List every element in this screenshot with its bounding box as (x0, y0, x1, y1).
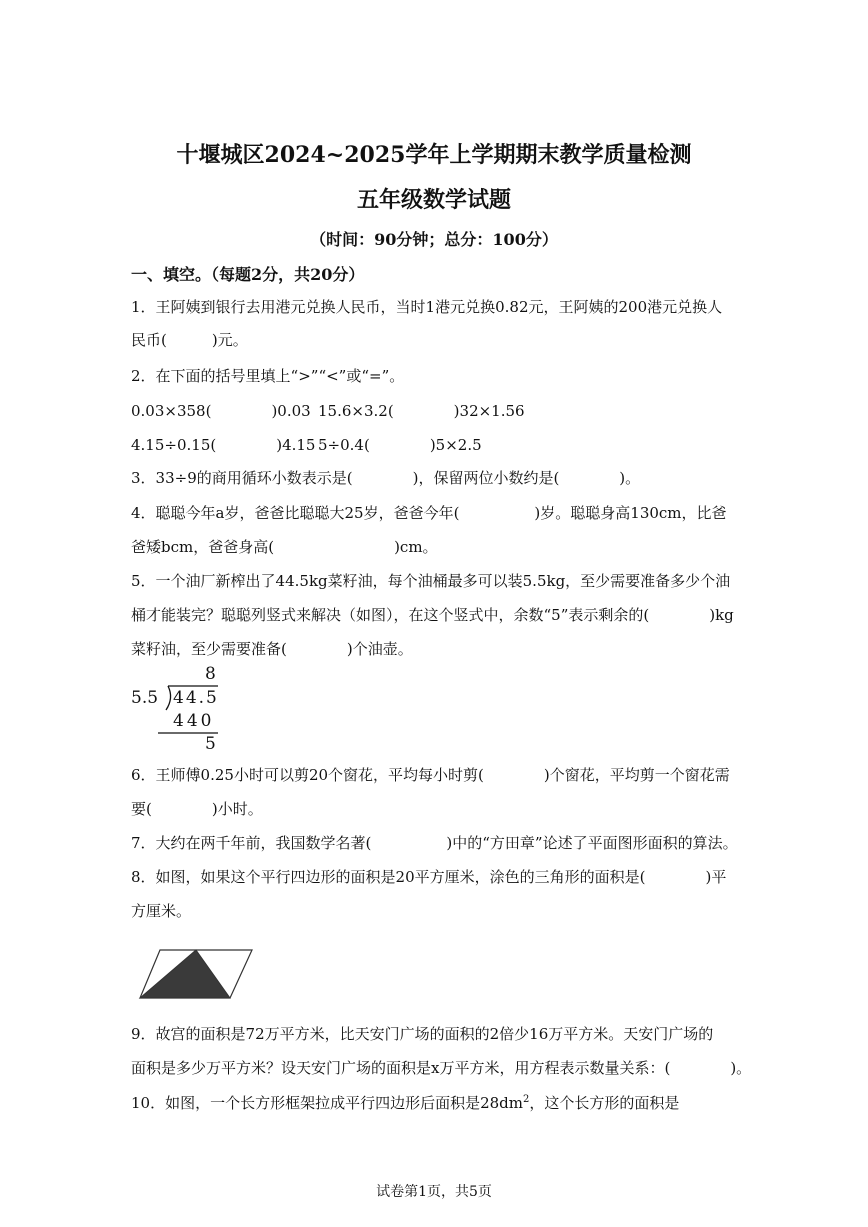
question-2-item-c: 4.15÷0.15( )4.15 (131, 436, 316, 454)
question-8-line-2: 方厘米。 (131, 902, 192, 920)
division-quotient: 8 (205, 664, 216, 684)
division-product: 440 (173, 711, 215, 731)
question-1-line-1: 1．王阿姨到银行去用港元兑换人民币，当时1港元兑换0.82元，王阿姨的200港元兑换人 (131, 298, 723, 316)
page-footer: 试卷第1页，共5页 (376, 1184, 492, 1200)
exam-subtitle: 五年级数学试题 (356, 187, 511, 213)
question-6-line-2: 要( )小时。 (131, 800, 263, 818)
question-2-line-1: 2．在下面的括号里填上“>”“<”或“=”。 (131, 367, 405, 385)
question-2-item-a: 0.03×358( )0.03 (131, 402, 311, 420)
parallelogram-figure (138, 946, 256, 1002)
question-6-line-1: 6．王师傅0.25小时可以剪20个窗花，平均每小时剪( )个窗花，平均剪一个窗花需 (131, 766, 730, 784)
question-7: 7．大约在两千年前，我国数学名著( )中的“方田章”论述了平面图形面积的算法。 (131, 834, 738, 852)
question-3: 3．33÷9的商用循环小数表示是( )，保留两位小数约是( )。 (131, 469, 641, 487)
question-5-line-1: 5．一个油厂新榨出了44.5kg菜籽油，每个油桶最多可以装5.5kg，至少需要准备多少个油 (131, 572, 731, 590)
question-2-item-d: 5÷0.4( )5×2.5 (318, 436, 482, 454)
long-division-figure (128, 664, 228, 756)
question-10-superscript: 2 (523, 1094, 530, 1105)
question-4-line-1: 4．聪聪今年a岁，爸爸比聪聪大25岁，爸爸今年( )岁。聪聪身高130cm，比爸 (131, 504, 727, 522)
question-9-line-1: 9．故宫的面积是72万平方米，比天安门广场的面积的2倍少16万平方米。天安门广场的 (131, 1025, 714, 1043)
exam-title: 十堰城区2024~2025学年上学期期末教学质量检测 (176, 142, 692, 168)
section-heading: 一、填空。（每题2分，共20分） (131, 265, 365, 284)
question-8-line-1: 8．如图，如果这个平行四边形的面积是20平方厘米，涂色的三角形的面积是( )平 (131, 868, 727, 886)
division-remainder: 5 (205, 734, 216, 754)
question-2-item-b: 15.6×3.2( )32×1.56 (318, 402, 525, 420)
division-divisor: 5.5 (131, 688, 159, 708)
question-10-line-1 (131, 1092, 679, 1113)
question-1-line-2: 民币( )元。 (131, 331, 248, 349)
question-10-text-a: 10．如图，一个长方形框架拉成平行四边形后面积是28dm (131, 1094, 524, 1112)
question-5-line-2: 桶才能装完？聪聪列竖式来解决（如图），在这个竖式中，余数“5”表示剩余的( )kg (131, 606, 734, 624)
question-5-line-3: 菜籽油，至少需要准备( )个油壶。 (131, 640, 413, 658)
time-info: （时间：90分钟；总分：100分） (310, 230, 558, 249)
question-4-line-2: 爸矮bcm，爸爸身高( )cm。 (131, 538, 438, 556)
question-9-line-2: 面积是多少万平方米？设天安门广场的面积是x万平方米，用方程表示数量关系：( )。 (131, 1059, 752, 1077)
division-dividend: 44.5 (173, 688, 219, 708)
question-10-text-b: ，这个长方形的面积是 (529, 1094, 680, 1112)
division-bracket-lines (128, 664, 228, 756)
